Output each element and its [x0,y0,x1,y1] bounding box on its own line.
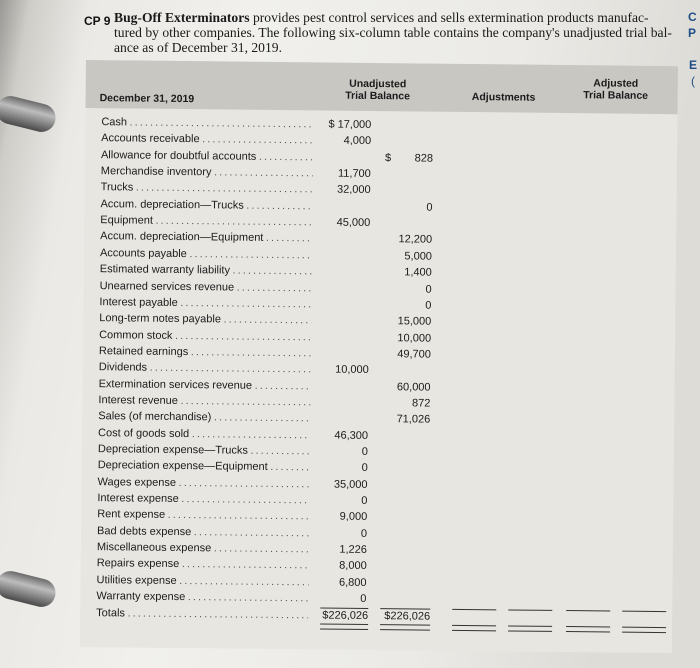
unadjusted-debit: 11,700 [337,167,371,181]
double-rule [452,624,496,630]
account-name: Accum. depreciation—Equipment . . . [100,231,312,245]
account-name: Accounts payable . . . [100,247,312,261]
unadjusted-credit: 12,200 [398,233,433,247]
date-header: December 31, 2019 [99,92,195,106]
edge-letter-2: P [688,26,697,40]
account-name: Accum. depreciation—Trucks . . . [100,198,312,212]
unadjusted-credit: 5,000 [404,250,433,263]
edge-letter-3: E [689,58,698,72]
unadjusted-debit: 4,000 [343,135,372,148]
unadjusted-debit: $ 17,000 [328,118,372,131]
unadjusted-credit: 60,000 [396,380,431,394]
edge-letter-4: ( [691,74,695,88]
account-name: Estimated warranty liability . . . [100,263,312,277]
account-name: Cost of goods sold . . . [98,427,310,441]
account-name: Merchandise inventory . . . [101,165,313,179]
account-name: Equipment . . . [100,214,312,228]
adjustments-header: Adjustments [471,91,536,104]
account-name: Rent expense . . . [97,509,309,523]
double-rule [380,624,430,631]
total-credit: $226,026 [384,609,431,623]
account-name: Dividends . . . [99,361,311,375]
account-name: Trucks . . . [101,182,313,196]
account-name: Cash . . . [101,116,313,130]
account-name: Allowance for doubtful accounts . . . [101,149,313,163]
company-name: Bug-Off Exterminators [114,10,250,25]
double-rule [566,626,610,632]
account-name: Extermination services revenue . . . [99,378,311,392]
account-name: Miscellaneous expense . . . [97,541,309,555]
double-rule [508,625,552,631]
account-name: Bad debts expense . . . [97,525,309,539]
unadjusted-debit: 0 [361,462,368,475]
unadjusted-credit: 1,400 [404,266,432,279]
adjusted-header: Adjusted Trial Balance [583,77,649,102]
problem-line1: provides pest control services and sells extermination products manufac- [252,10,649,25]
problem-label: CP 9 [84,14,111,28]
unadjusted-debit: 0 [360,527,368,540]
unadjusted-debit: 1,226 [339,543,367,557]
account-name: Depreciation expense—Equipment . . . [98,459,310,473]
problem-text [114,10,674,55]
unadjusted-header: Unadjusted Trial Balance [345,77,411,103]
account-name: Wages expense . . . [98,476,310,490]
double-rule [320,623,368,630]
total-debit: $226,026 [322,609,369,622]
account-name: Interest payable . . . [99,296,311,310]
binder-ring-top [0,93,58,135]
account-name: Utilities expense . . . [96,574,308,588]
unadjusted-credit: 0 [425,283,432,296]
account-name: Retained earnings . . . [99,345,311,359]
unadjusted-credit: 71,026 [396,413,431,426]
account-name: Interest revenue . . . [98,394,310,408]
unadjusted-credit: 15,000 [397,315,432,328]
edge-letter-1: C [688,10,697,24]
account-name: Depreciation expense—Trucks . . . [98,443,310,457]
unadjusted-debit: 0 [361,445,368,458]
account-name: Warranty expense . . . [96,590,308,604]
double-rule [622,626,666,632]
credit-dollar-sign: $ [384,151,392,164]
binder-ring-bottom [0,568,58,610]
unadjusted-debit: 8,000 [339,560,367,573]
unadjusted-credit: 49,700 [397,348,431,361]
account-name: Common stock . . . [99,329,311,343]
unadjusted-credit: 828 [414,152,434,165]
unadjusted-credit: 0 [425,299,432,312]
account-name: Repairs expense . . . [97,558,309,572]
unadjusted-debit: 45,000 [336,216,371,230]
account-name: Long-term notes payable . . . [99,312,311,326]
unadjusted-credit: 872 [411,397,431,410]
problem-line3: ance as of December 31, 2019. [114,40,282,55]
account-name: Unearned services revenue . . . [100,280,312,294]
totals-label: Totals . . . [96,607,308,621]
unadjusted-debit: 10,000 [335,363,369,377]
unadjusted-debit: 0 [361,494,368,508]
trial-balance-table [80,60,678,653]
unadjusted-debit: 32,000 [336,184,371,197]
table-header [85,60,677,114]
unadjusted-credit: 10,000 [397,331,432,345]
account-name: Sales (of merchandise) . . . [98,410,310,424]
account-name: Accounts receivable . . . [101,133,313,147]
unadjusted-debit: 35,000 [333,478,368,491]
unadjusted-credit: 0 [426,201,433,214]
unadjusted-debit: 9,000 [339,511,368,524]
unadjusted-debit: 46,300 [334,429,369,442]
problem-line2: tured by other companies. The following six-column table contains the company's unadjusted trial bal- [114,25,672,40]
account-name: Interest expense . . . [97,492,309,506]
unadjusted-debit: 0 [360,593,367,606]
unadjusted-debit: 6,800 [338,576,367,589]
